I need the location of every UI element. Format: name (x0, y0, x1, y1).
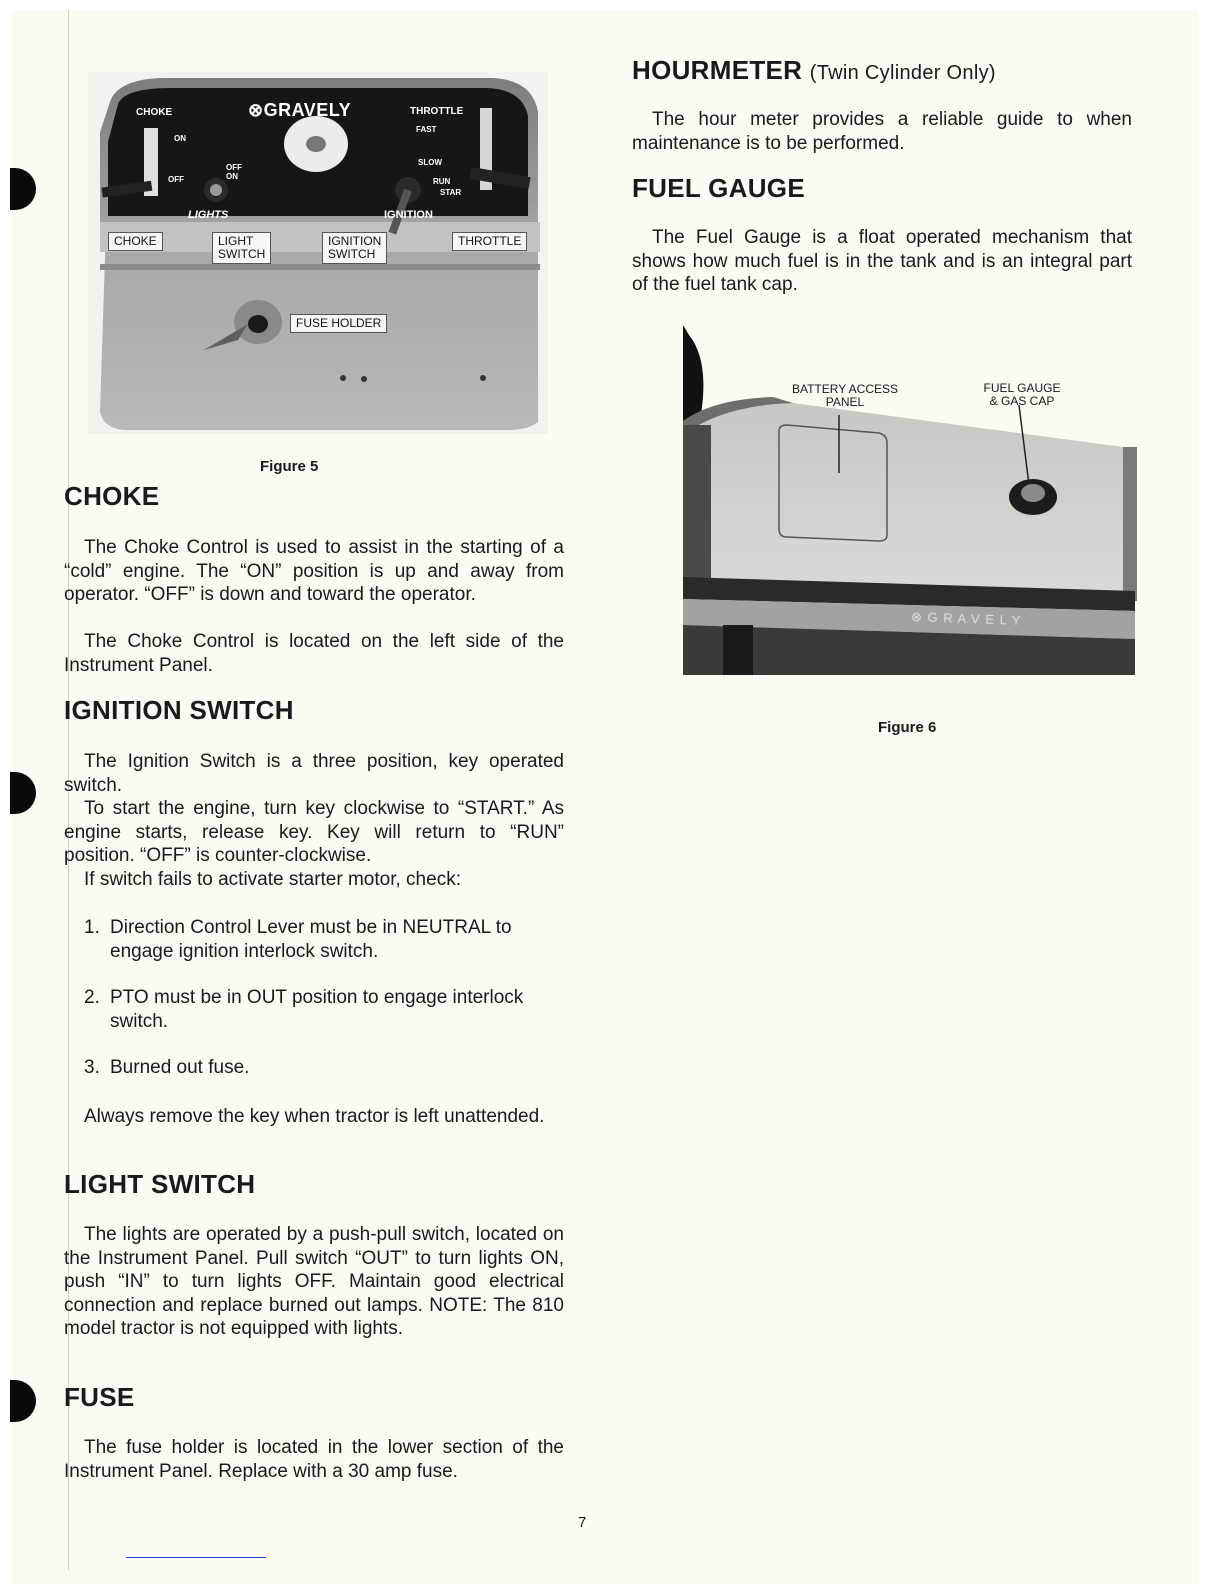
footer-rule (126, 1557, 266, 1558)
check-item-1 (84, 916, 564, 963)
callout-light-line2: SWITCH (218, 247, 266, 261)
panel-slow: SLOW (418, 158, 442, 167)
callout-fuel-line1: FUEL GAUGE (983, 381, 1061, 395)
panel-brand-logo: ⊗GRAVELY (248, 100, 352, 120)
callout-fuel-gauge-cap (977, 382, 1067, 408)
check-item-2-text: PTO must be in OUT position to engage interlock switch. (110, 987, 524, 1032)
light-switch-heading: LIGHT SWITCH (64, 1169, 256, 1199)
hourmeter-heading (632, 55, 996, 86)
ignition-paragraph-2: To start the engine, turn key clockwise to “START.” As engine starts, release key. Key will return to “RUN” position. “OFF” is counter-clockwise. (64, 798, 564, 867)
callout-choke: CHOKE (108, 232, 163, 251)
ignition-heading: IGNITION SWITCH (64, 695, 294, 725)
panel-run: RUN (433, 177, 451, 186)
panel-choke-off: OFF (168, 175, 184, 184)
panel-choke-on: ON (174, 134, 186, 143)
hood-brand-text: ⊗ G R A V E L Y (910, 609, 1022, 628)
callout-battery-line1: BATTERY ACCESS (791, 382, 899, 396)
callout-throttle: THROTTLE (452, 232, 527, 251)
panel-fast: FAST (416, 125, 437, 134)
choke-paragraph-1: The Choke Control is used to assist in the starting of a “cold” engine. The “ON” position is up and away from operator. “OFF” is down and toward the operator. (64, 537, 564, 606)
callout-battery-access-panel (786, 383, 904, 409)
callout-ignition-line1: IGNITION (328, 234, 382, 248)
fuse-heading: FUSE (64, 1382, 135, 1412)
instrument-panel-illustration (88, 72, 548, 434)
hourmeter-title: HOURMETER (632, 55, 803, 85)
panel-off-on: OFF ON (226, 163, 242, 181)
callout-battery-line2: PANEL (825, 395, 865, 409)
callout-ignition-switch (322, 232, 387, 264)
check-item-3-number: 3. (84, 1057, 100, 1079)
panel-ignition: IGNITION (384, 209, 433, 221)
panel-lights: LIGHTS (188, 209, 229, 221)
panel-throttle-label: THROTTLE (410, 106, 464, 117)
page-number: 7 (578, 1514, 587, 1531)
figure-5-photo (88, 72, 548, 434)
check-item-2 (84, 986, 564, 1033)
check-item-2-number: 2. (84, 987, 100, 1009)
figure-6-caption: Figure 6 (878, 719, 937, 736)
check-item-3 (84, 1056, 564, 1080)
ignition-paragraph-4: Always remove the key when tractor is left unattended. (84, 1106, 545, 1127)
hood-illustration (683, 325, 1141, 695)
hourmeter-paragraph: The hour meter provides a reliable guide to when maintenance is to be performed. (632, 109, 1132, 154)
hourmeter-subtitle: (Twin Cylinder Only) (809, 62, 996, 84)
callout-fuse-holder: FUSE HOLDER (290, 314, 387, 333)
fuel-gauge-heading: FUEL GAUGE (632, 173, 805, 203)
callout-light-line1: LIGHT (218, 234, 254, 248)
fuse-paragraph: The fuse holder is located in the lower section of the Instrument Panel. Replace with a 30 amp fuse. (64, 1437, 564, 1482)
light-switch-paragraph: The lights are operated by a push-pull switch, located on the Instrument Panel. Pull switch “OUT” to turn lights ON, push “IN” to turn lights OFF. Maintain good electrical connection and replace burned out lamps. NOTE: The 810 model tractor is not equipped with lights. (64, 1224, 564, 1340)
choke-heading: CHOKE (64, 481, 160, 511)
fuel-gauge-paragraph: The Fuel Gauge is a float operated mechanism that shows how much fuel is in the tank and is an integral part of the fuel tank cap. (632, 227, 1132, 296)
ignition-paragraph-1: The Ignition Switch is a three position, key operated switch. (64, 751, 564, 796)
check-item-1-number: 1. (84, 917, 100, 938)
check-item-3-text: Burned out fuse. (110, 1057, 250, 1079)
ignition-check-list (84, 916, 564, 1103)
callout-ignition-line2: SWITCH (328, 247, 376, 261)
choke-paragraph-2: The Choke Control is located on the left side of the Instrument Panel. (64, 631, 564, 676)
panel-start: STAR (440, 188, 462, 197)
figure-6-photo (683, 325, 1141, 695)
figure-5-caption: Figure 5 (260, 458, 319, 475)
panel-choke-label: CHOKE (136, 107, 173, 118)
callout-fuel-line2: & GAS CAP (989, 394, 1055, 408)
check-item-1-text: Direction Control Lever must be in NEUTRAL to engage ignition interlock switch. (110, 917, 512, 962)
ignition-paragraph-3: If switch fails to activate starter motor, check: (84, 869, 461, 890)
callout-light-switch (212, 232, 271, 264)
